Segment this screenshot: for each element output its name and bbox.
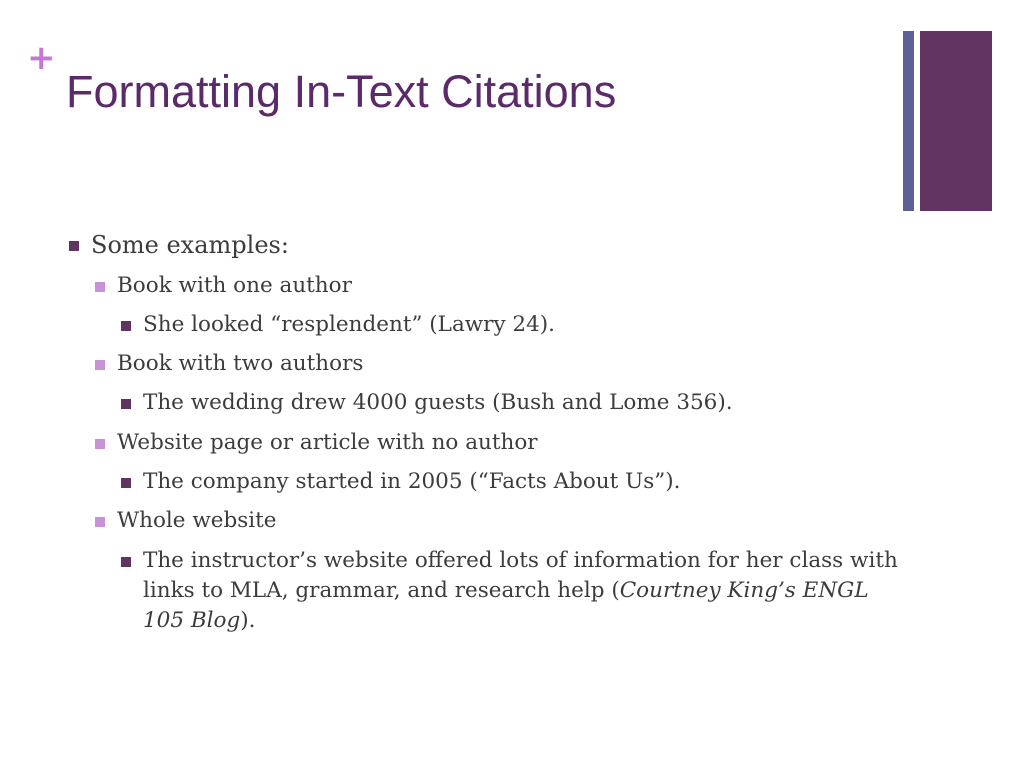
bullet-book-two-authors: Book with two authors — [117, 351, 364, 376]
bullet-example-three: The company started in 2005 (“Facts About Us”). — [143, 469, 681, 494]
bullet-square-icon — [121, 557, 131, 567]
bullet-square-icon — [121, 478, 131, 488]
bullet-some-examples: Some examples: — [91, 231, 289, 259]
bullet-example-four — [143, 546, 903, 636]
slide-title: Formatting In-Text Citations — [66, 66, 617, 117]
example-four-text: The instructor’s website offered lots of information for her class with links to MLA, grammar, and research help ( — [143, 548, 898, 603]
blog-title: Courtney King’s ENGL 105 Blog — [143, 578, 869, 633]
bullet-square-icon — [95, 517, 105, 527]
bullet-website-no-author: Website page or article with no author — [117, 430, 538, 455]
bullet-example-two: The wedding drew 4000 guests (Bush and Lome 356). — [143, 390, 733, 415]
bullet-square-icon — [69, 241, 79, 251]
bullet-square-icon — [95, 360, 105, 370]
plus-mark: + — [27, 38, 56, 78]
bullet-whole-website: Whole website — [117, 508, 277, 533]
bullet-book-one-author: Book with one author — [117, 273, 352, 298]
bullet-square-icon — [121, 399, 131, 409]
bullet-square-icon — [121, 321, 131, 331]
example-four-end: ). — [240, 608, 256, 633]
bullet-square-icon — [95, 439, 105, 449]
bullet-square-icon — [95, 282, 105, 292]
bullet-example-one: She looked “resplendent” (Lawry 24). — [143, 312, 556, 337]
